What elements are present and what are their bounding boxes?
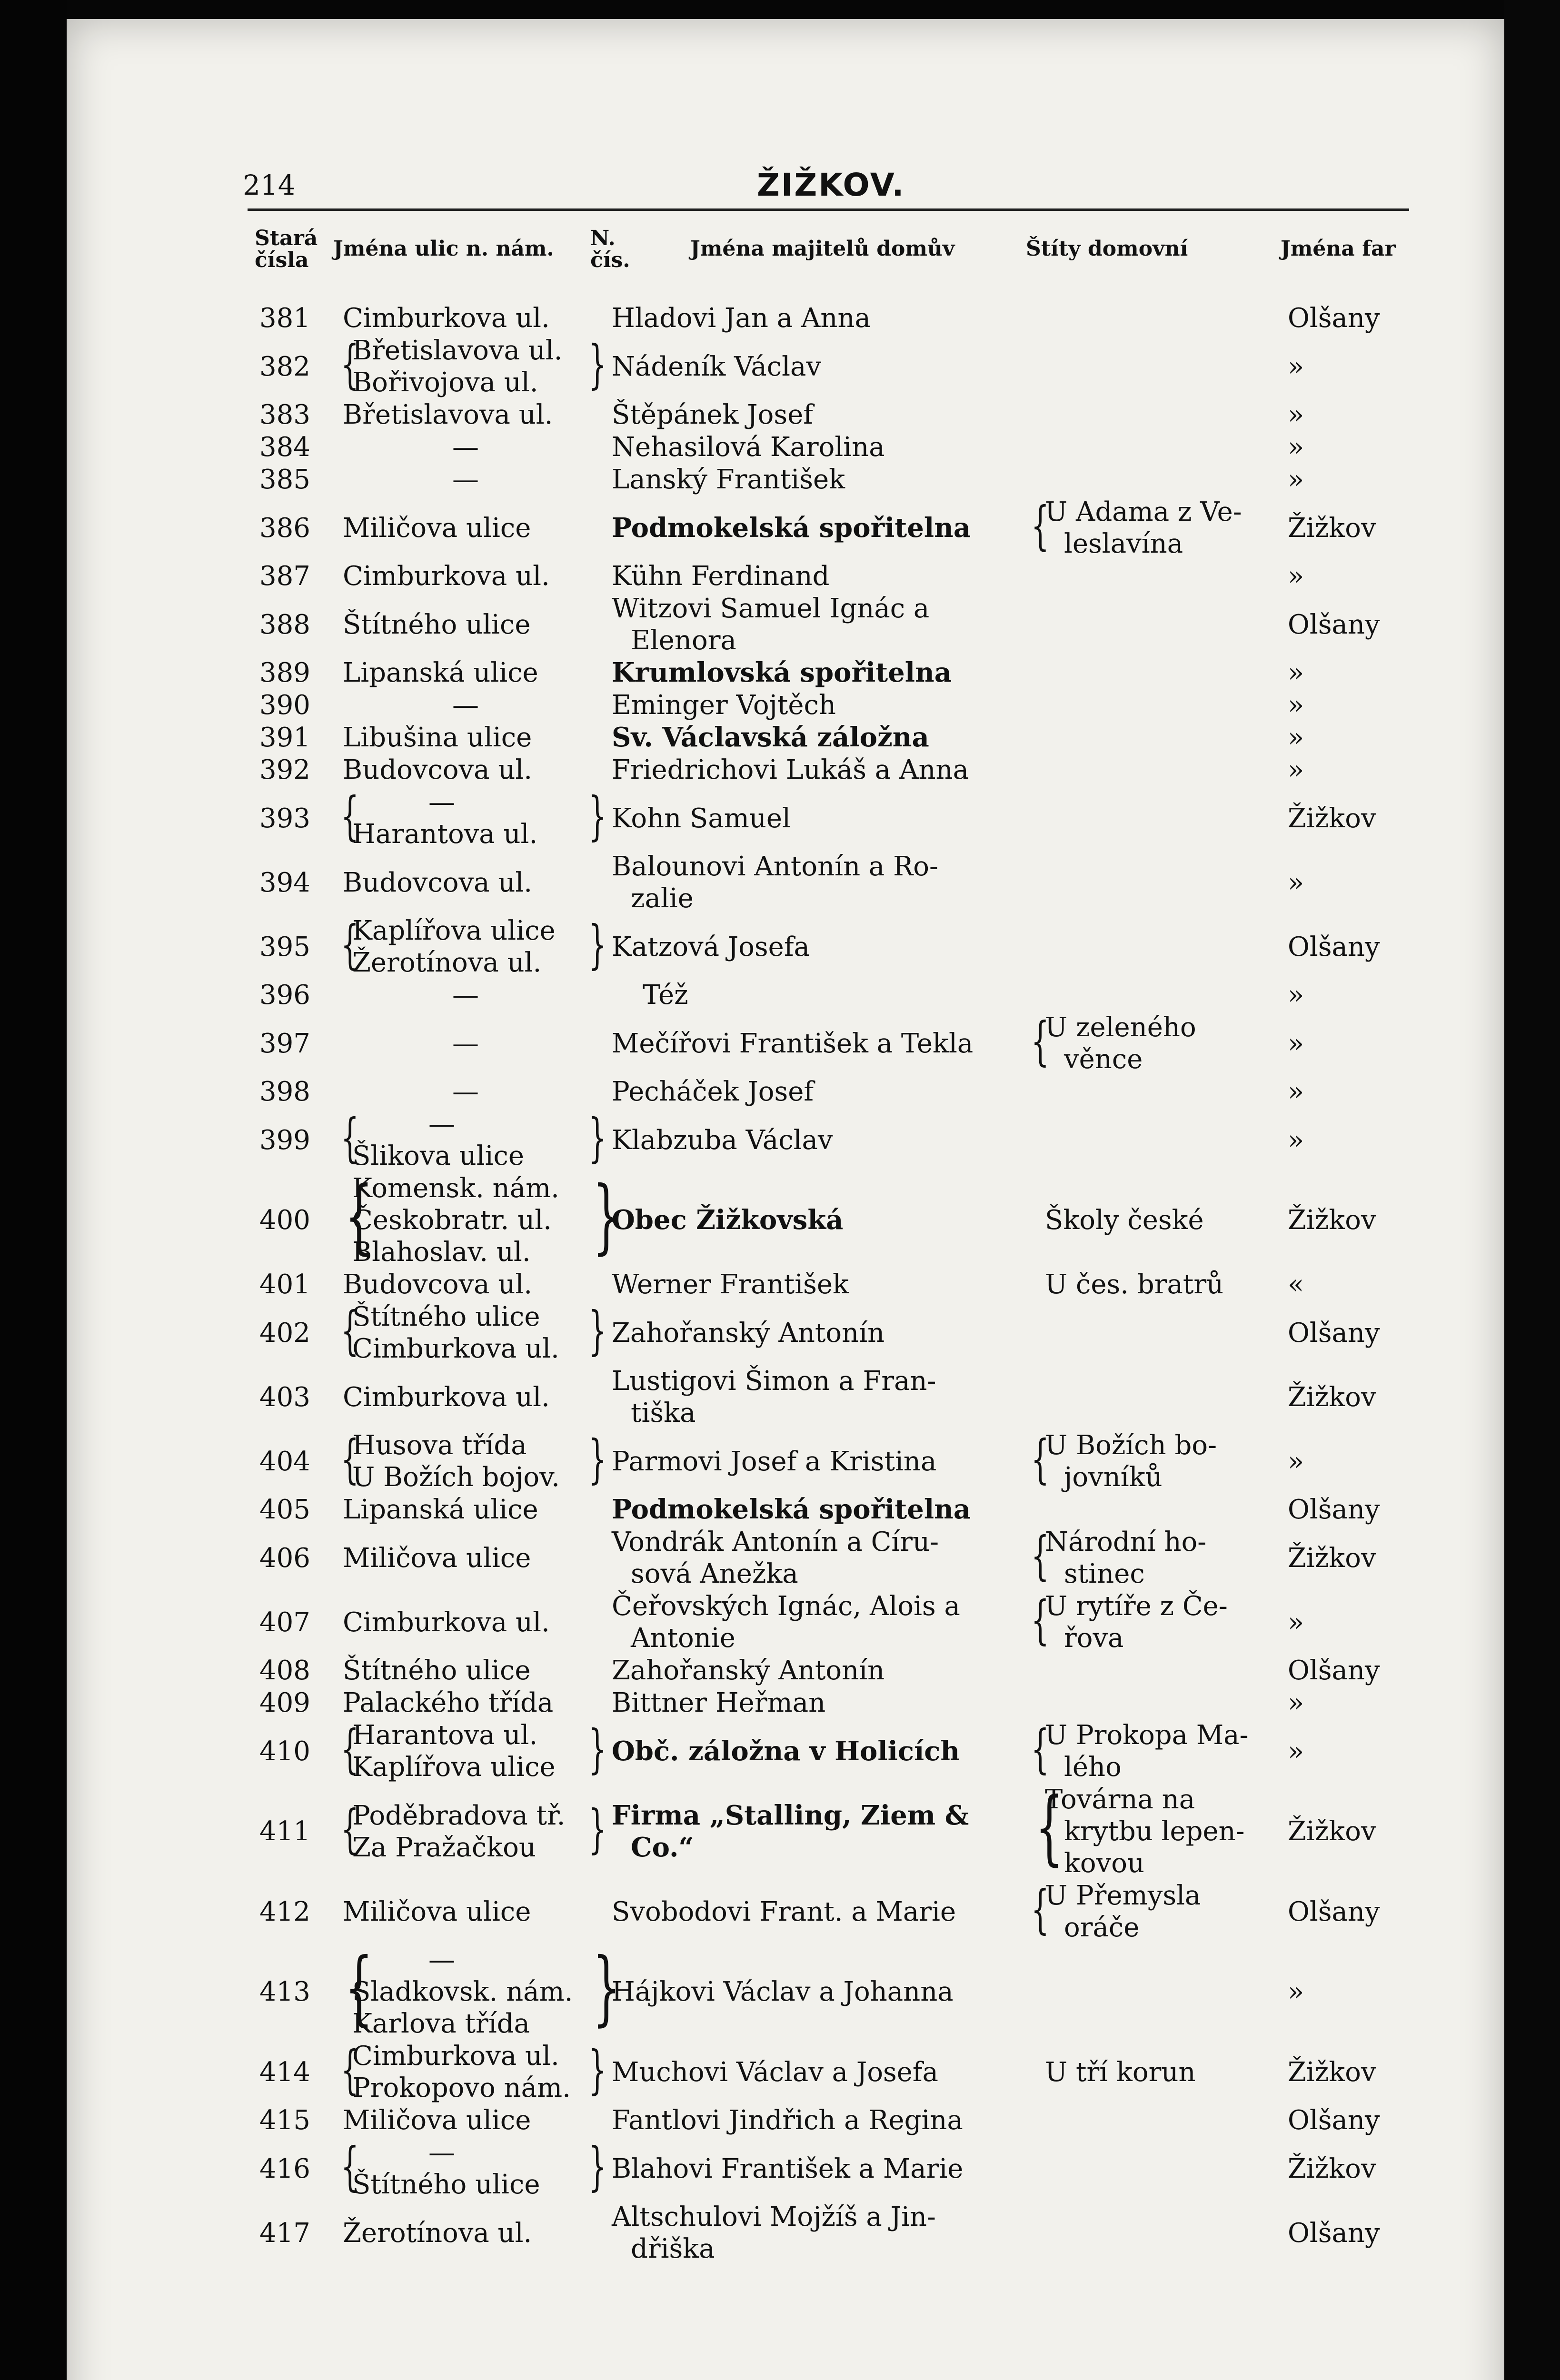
row-old-number: 401 bbox=[259, 1269, 310, 1300]
row-owner: Werner František bbox=[612, 1269, 849, 1300]
row-old-number: 388 bbox=[259, 609, 310, 640]
row-parish: » bbox=[1288, 1446, 1304, 1477]
row-house-sign: U rytíře z Če- bbox=[1045, 1591, 1228, 1622]
street-brace-close: } bbox=[588, 785, 607, 846]
row-house-sign: U čes. bratrů bbox=[1045, 1269, 1224, 1300]
row-old-number: 389 bbox=[259, 657, 310, 688]
row-street: Cimburkova ul. bbox=[352, 1333, 559, 1364]
row-parish: Olšany bbox=[1288, 1896, 1380, 1927]
street-brace-open: { bbox=[345, 1941, 373, 2035]
row-street: Cimburkova ul. bbox=[343, 561, 550, 592]
row-street: Budovcova ul. bbox=[343, 1269, 533, 1300]
row-old-number: 394 bbox=[259, 867, 310, 898]
sign-brace: { bbox=[1031, 1428, 1050, 1489]
row-parish: » bbox=[1288, 1976, 1304, 2007]
row-street: Harantova ul. bbox=[352, 1720, 538, 1751]
row-owner: Štěpánek Josef bbox=[612, 399, 813, 430]
row-street: Miličova ulice bbox=[343, 1542, 531, 1574]
row-street: Miličova ulice bbox=[343, 512, 531, 544]
sign-brace: { bbox=[1031, 1525, 1050, 1586]
row-street: Cimburkova ul. bbox=[343, 303, 550, 334]
row-old-number: 412 bbox=[259, 1896, 310, 1927]
row-owner: Též bbox=[643, 980, 688, 1011]
row-owner: Co.“ bbox=[631, 1831, 694, 1863]
row-street: — bbox=[428, 787, 455, 818]
sign-brace: { bbox=[1031, 1878, 1050, 1940]
street-brace-close: } bbox=[588, 1107, 607, 1168]
row-street: Prokopovo nám. bbox=[352, 2073, 571, 2103]
row-old-number: 383 bbox=[259, 399, 310, 430]
row-owner: Čeřovských Ignác, Alois a bbox=[612, 1591, 960, 1622]
row-owner: Zahořanský Antonín bbox=[612, 1317, 885, 1349]
street-brace-open: { bbox=[340, 785, 359, 846]
row-owner: Lustigovi Šimon a Fran- bbox=[612, 1366, 936, 1397]
row-street: Štítného ulice bbox=[352, 1301, 540, 1332]
sign-brace: { bbox=[1035, 1780, 1063, 1874]
row-house-sign: kovou bbox=[1064, 1848, 1145, 1879]
row-parish: » bbox=[1288, 1606, 1304, 1638]
row-owner: Witzovi Samuel Ignác a bbox=[612, 593, 930, 624]
row-owner: Antonie bbox=[631, 1623, 735, 1654]
row-street: — bbox=[452, 432, 479, 463]
row-house-sign: leslavína bbox=[1064, 528, 1183, 559]
row-owner: Podmokelská spořitelna bbox=[612, 1494, 971, 1525]
row-old-number: 385 bbox=[259, 464, 310, 495]
row-street: Břetislavova ul. bbox=[352, 335, 563, 366]
row-owner: Podmokelská spořitelna bbox=[612, 512, 971, 544]
row-street: — bbox=[452, 980, 479, 1011]
row-street: Lipanská ulice bbox=[343, 1494, 538, 1525]
row-parish: » bbox=[1288, 432, 1304, 463]
row-house-sign: lého bbox=[1064, 1752, 1122, 1783]
row-parish: Žižkov bbox=[1288, 512, 1376, 544]
row-owner: Obč. záložna v Holicích bbox=[612, 1735, 960, 1767]
row-old-number: 398 bbox=[259, 1076, 310, 1107]
page-number: 214 bbox=[243, 169, 296, 201]
row-old-number: 414 bbox=[259, 2056, 310, 2088]
street-brace-close: } bbox=[588, 1299, 607, 1361]
row-street: Cimburkova ul. bbox=[343, 1381, 550, 1413]
row-owner: Parmovi Josef a Kristina bbox=[612, 1446, 937, 1477]
row-owner: sová Anežka bbox=[631, 1558, 798, 1589]
row-street: Štítného ulice bbox=[343, 1655, 531, 1686]
row-parish: Olšany bbox=[1288, 303, 1380, 334]
sign-brace: { bbox=[1031, 1010, 1050, 1071]
row-parish: Olšany bbox=[1288, 609, 1380, 640]
row-old-number: 393 bbox=[259, 803, 310, 834]
row-owner: Elenora bbox=[631, 625, 736, 656]
row-owner: Hájkovi Václav a Johanna bbox=[612, 1976, 954, 2007]
row-street: Bořivojova ul. bbox=[352, 367, 538, 398]
row-owner: Altschulovi Mojžíš a Jin- bbox=[612, 2202, 936, 2232]
row-owner: Nehasilová Karolina bbox=[612, 432, 885, 463]
column-header-street: Jména ulic n. nám. bbox=[333, 237, 554, 261]
row-street: — bbox=[452, 690, 479, 721]
row-owner: Kühn Ferdinand bbox=[612, 561, 830, 592]
street-brace-open: { bbox=[340, 1299, 359, 1361]
row-parish: Žižkov bbox=[1288, 2056, 1376, 2088]
row-parish: » bbox=[1288, 399, 1304, 430]
row-old-number: 381 bbox=[259, 303, 310, 334]
row-owner: Krumlovská spořitelna bbox=[612, 657, 952, 688]
row-house-sign: krytbu lepen- bbox=[1064, 1816, 1245, 1847]
row-owner: Friedrichovi Lukáš a Anna bbox=[612, 754, 969, 785]
row-owner: Firma „Stalling, Ziem & bbox=[612, 1799, 969, 1831]
row-street: — bbox=[452, 1028, 479, 1059]
row-old-number: 392 bbox=[259, 754, 310, 785]
row-house-sign: jovníků bbox=[1064, 1462, 1163, 1493]
row-owner: zalie bbox=[631, 883, 694, 914]
row-street: Lipanská ulice bbox=[343, 657, 538, 688]
row-parish: Žižkov bbox=[1288, 1205, 1376, 1236]
street-brace-close: } bbox=[588, 1798, 607, 1859]
row-owner: Katzová Josefa bbox=[612, 931, 810, 962]
street-brace-close: } bbox=[588, 333, 607, 395]
row-parish: » bbox=[1288, 1028, 1304, 1059]
row-old-number: 405 bbox=[259, 1494, 310, 1525]
row-old-number: 386 bbox=[259, 512, 310, 544]
row-house-sign: U tří korun bbox=[1045, 2056, 1196, 2088]
row-street: Štítného ulice bbox=[343, 609, 531, 640]
row-street: Cimburkova ul. bbox=[352, 2041, 559, 2072]
row-street: Břetislavova ul. bbox=[343, 399, 553, 430]
row-house-sign: stinec bbox=[1064, 1558, 1145, 1589]
row-street: Cimburkova ul. bbox=[343, 1606, 550, 1638]
row-street: Žerotínova ul. bbox=[352, 947, 542, 978]
row-owner: Nádeník Václav bbox=[612, 351, 822, 382]
street-brace-close: } bbox=[588, 1718, 607, 1779]
row-owner: Eminger Vojtěch bbox=[612, 690, 836, 721]
row-house-sign: Továrna na bbox=[1045, 1784, 1195, 1815]
row-old-number: 403 bbox=[259, 1381, 310, 1413]
row-house-sign: U zeleného bbox=[1045, 1012, 1196, 1043]
row-parish: Žižkov bbox=[1288, 2153, 1376, 2184]
row-owner: Klabzuba Václav bbox=[612, 1124, 833, 1156]
row-parish: Žižkov bbox=[1288, 803, 1376, 834]
street-brace-open: { bbox=[340, 1107, 359, 1168]
row-street: Budovcova ul. bbox=[343, 867, 533, 898]
row-street: Miličova ulice bbox=[343, 1896, 531, 1927]
street-brace-open: { bbox=[340, 913, 359, 975]
sign-brace: { bbox=[1031, 495, 1050, 556]
row-street: — bbox=[428, 1944, 455, 1975]
street-brace-open: { bbox=[340, 2135, 359, 2197]
row-street: Kaplířova ulice bbox=[352, 1752, 556, 1783]
street-brace-open: { bbox=[340, 333, 359, 395]
street-brace-open: { bbox=[340, 2039, 359, 2100]
column-header-owner: Jména majitelů domův bbox=[690, 237, 955, 261]
row-old-number: 384 bbox=[259, 432, 310, 463]
row-old-number: 395 bbox=[259, 931, 310, 962]
row-parish: » bbox=[1288, 690, 1304, 721]
street-brace-close: } bbox=[588, 2039, 607, 2100]
row-owner: Obec Žižkovská bbox=[612, 1204, 844, 1236]
row-parish: » bbox=[1288, 867, 1304, 898]
row-owner: Mečířovi František a Tekla bbox=[612, 1028, 974, 1059]
row-parish: » bbox=[1288, 464, 1304, 495]
row-parish: » bbox=[1288, 980, 1304, 1011]
street-brace-open: { bbox=[340, 1718, 359, 1779]
row-old-number: 382 bbox=[259, 351, 310, 382]
row-street: Štítného ulice bbox=[352, 2169, 540, 2200]
scan-edge-right bbox=[1504, 0, 1560, 2380]
row-owner: Sv. Václavská záložna bbox=[612, 722, 929, 753]
page-title: ŽIŽKOV. bbox=[757, 167, 905, 203]
row-parish: » bbox=[1288, 1076, 1304, 1107]
row-owner: Kohn Samuel bbox=[612, 803, 791, 834]
row-house-sign: U Prokopa Ma- bbox=[1045, 1720, 1249, 1751]
row-street: Blahoslav. ul. bbox=[352, 1237, 531, 1268]
row-old-number: 410 bbox=[259, 1735, 310, 1767]
row-parish: Olšany bbox=[1288, 1317, 1380, 1349]
street-brace-open: { bbox=[340, 1798, 359, 1859]
row-parish: » bbox=[1288, 722, 1304, 753]
row-street: Libušina ulice bbox=[343, 722, 532, 753]
scan-edge-left bbox=[0, 0, 67, 2380]
row-street: Poděbradova tř. bbox=[352, 1800, 566, 1831]
row-parish: » bbox=[1288, 1124, 1304, 1156]
row-parish: Olšany bbox=[1288, 1494, 1380, 1525]
row-parish: Žižkov bbox=[1288, 1381, 1376, 1413]
row-house-sign: Školy české bbox=[1045, 1205, 1204, 1236]
row-parish: Žižkov bbox=[1288, 1816, 1376, 1847]
row-parish: » bbox=[1288, 1687, 1304, 1718]
street-brace-close: } bbox=[588, 1428, 607, 1489]
row-house-sign: U Božích bo- bbox=[1045, 1430, 1217, 1461]
sign-brace: { bbox=[1031, 1718, 1050, 1779]
row-old-number: 391 bbox=[259, 722, 310, 753]
row-house-sign: věnce bbox=[1064, 1044, 1143, 1075]
row-street: Sladkovsk. nám. bbox=[352, 1976, 573, 2007]
row-parish: Olšany bbox=[1288, 1655, 1380, 1686]
street-brace-open: { bbox=[340, 1428, 359, 1489]
row-old-number: 396 bbox=[259, 980, 310, 1011]
column-header-house-number: N. čís. bbox=[590, 226, 630, 272]
row-owner: dřiška bbox=[631, 2233, 715, 2264]
row-old-number: 416 bbox=[259, 2153, 310, 2184]
row-old-number: 404 bbox=[259, 1446, 310, 1477]
row-old-number: 411 bbox=[259, 1816, 310, 1847]
row-street: Karlova třída bbox=[352, 2008, 530, 2039]
row-street: Českobratr. ul. bbox=[352, 1205, 552, 1236]
row-street: — bbox=[428, 2137, 455, 2168]
row-old-number: 390 bbox=[259, 690, 310, 721]
row-owner: Balounovi Antonín a Ro- bbox=[612, 851, 938, 882]
row-parish: Žižkov bbox=[1288, 1542, 1376, 1574]
row-parish: Olšany bbox=[1288, 2105, 1380, 2136]
row-street: Komensk. nám. bbox=[352, 1173, 559, 1204]
row-old-number: 400 bbox=[259, 1205, 310, 1236]
row-house-sign: Národní ho- bbox=[1045, 1527, 1207, 1557]
row-street: Budovcova ul. bbox=[343, 754, 533, 785]
row-old-number: 407 bbox=[259, 1606, 310, 1638]
street-brace-close: } bbox=[588, 913, 607, 975]
row-owner: Bittner Heřman bbox=[612, 1687, 826, 1718]
row-street: Miličova ulice bbox=[343, 2105, 531, 2136]
row-street: Palackého třída bbox=[343, 1687, 554, 1718]
column-header-house-sign: Štíty domovní bbox=[1026, 237, 1188, 261]
row-owner: Lanský František bbox=[612, 464, 845, 495]
row-owner: Blahovi František a Marie bbox=[612, 2153, 964, 2184]
row-parish: » bbox=[1288, 561, 1304, 592]
row-owner: Pecháček Josef bbox=[612, 1076, 814, 1107]
row-old-number: 408 bbox=[259, 1655, 310, 1686]
row-street: — bbox=[428, 1109, 455, 1140]
row-street: U Božích bojov. bbox=[352, 1462, 560, 1493]
row-old-number: 397 bbox=[259, 1028, 310, 1059]
row-parish: » bbox=[1288, 754, 1304, 785]
street-brace-close: } bbox=[588, 2135, 607, 2197]
row-street: Husova třída bbox=[352, 1430, 527, 1461]
row-old-number: 409 bbox=[259, 1687, 310, 1718]
street-brace-close: } bbox=[592, 1169, 621, 1263]
row-parish: » bbox=[1288, 351, 1304, 382]
row-street: Šlikova ulice bbox=[352, 1140, 525, 1171]
row-old-number: 387 bbox=[259, 561, 310, 592]
row-owner: Zahořanský Antonín bbox=[612, 1655, 885, 1686]
row-parish: Olšany bbox=[1288, 2217, 1380, 2249]
row-street: Žerotínova ul. bbox=[343, 2217, 532, 2249]
row-old-number: 417 bbox=[259, 2217, 310, 2249]
row-parish: « bbox=[1288, 1269, 1304, 1300]
row-street: Za Pražačkou bbox=[352, 1832, 536, 1863]
row-house-sign: U Přemysla bbox=[1045, 1880, 1201, 1911]
row-parish: Olšany bbox=[1288, 931, 1380, 962]
row-street: — bbox=[452, 464, 479, 495]
row-old-number: 399 bbox=[259, 1124, 310, 1156]
row-owner: Svobodovi Frant. a Marie bbox=[612, 1896, 956, 1927]
row-old-number: 415 bbox=[259, 2105, 310, 2136]
row-owner: tiška bbox=[631, 1398, 696, 1428]
row-old-number: 402 bbox=[259, 1317, 310, 1349]
row-old-number: 406 bbox=[259, 1542, 310, 1574]
row-street: Kaplířova ulice bbox=[352, 915, 556, 946]
column-header-parish: Jména far bbox=[1281, 237, 1396, 261]
row-street: Harantova ul. bbox=[352, 819, 538, 850]
street-brace-open: { bbox=[345, 1169, 373, 1263]
row-owner: Fantlovi Jindřich a Regina bbox=[612, 2105, 963, 2136]
row-owner: Muchovi Václav a Josefa bbox=[612, 2056, 939, 2088]
row-street: — bbox=[452, 1076, 479, 1107]
column-header-old-numbers: Stará čísla bbox=[255, 226, 318, 272]
row-parish: » bbox=[1288, 657, 1304, 688]
row-owner: Vondrák Antonín a Círu- bbox=[612, 1527, 939, 1557]
row-old-number: 413 bbox=[259, 1976, 310, 2007]
street-brace-close: } bbox=[592, 1941, 621, 2035]
row-parish: » bbox=[1288, 1735, 1304, 1767]
header-rule bbox=[248, 208, 1409, 211]
row-house-sign: U Adama z Ve- bbox=[1045, 496, 1242, 527]
row-house-sign: řova bbox=[1064, 1623, 1124, 1654]
sign-brace: { bbox=[1031, 1589, 1050, 1650]
row-owner: Hladovi Jan a Anna bbox=[612, 303, 871, 334]
row-house-sign: oráče bbox=[1064, 1912, 1140, 1943]
